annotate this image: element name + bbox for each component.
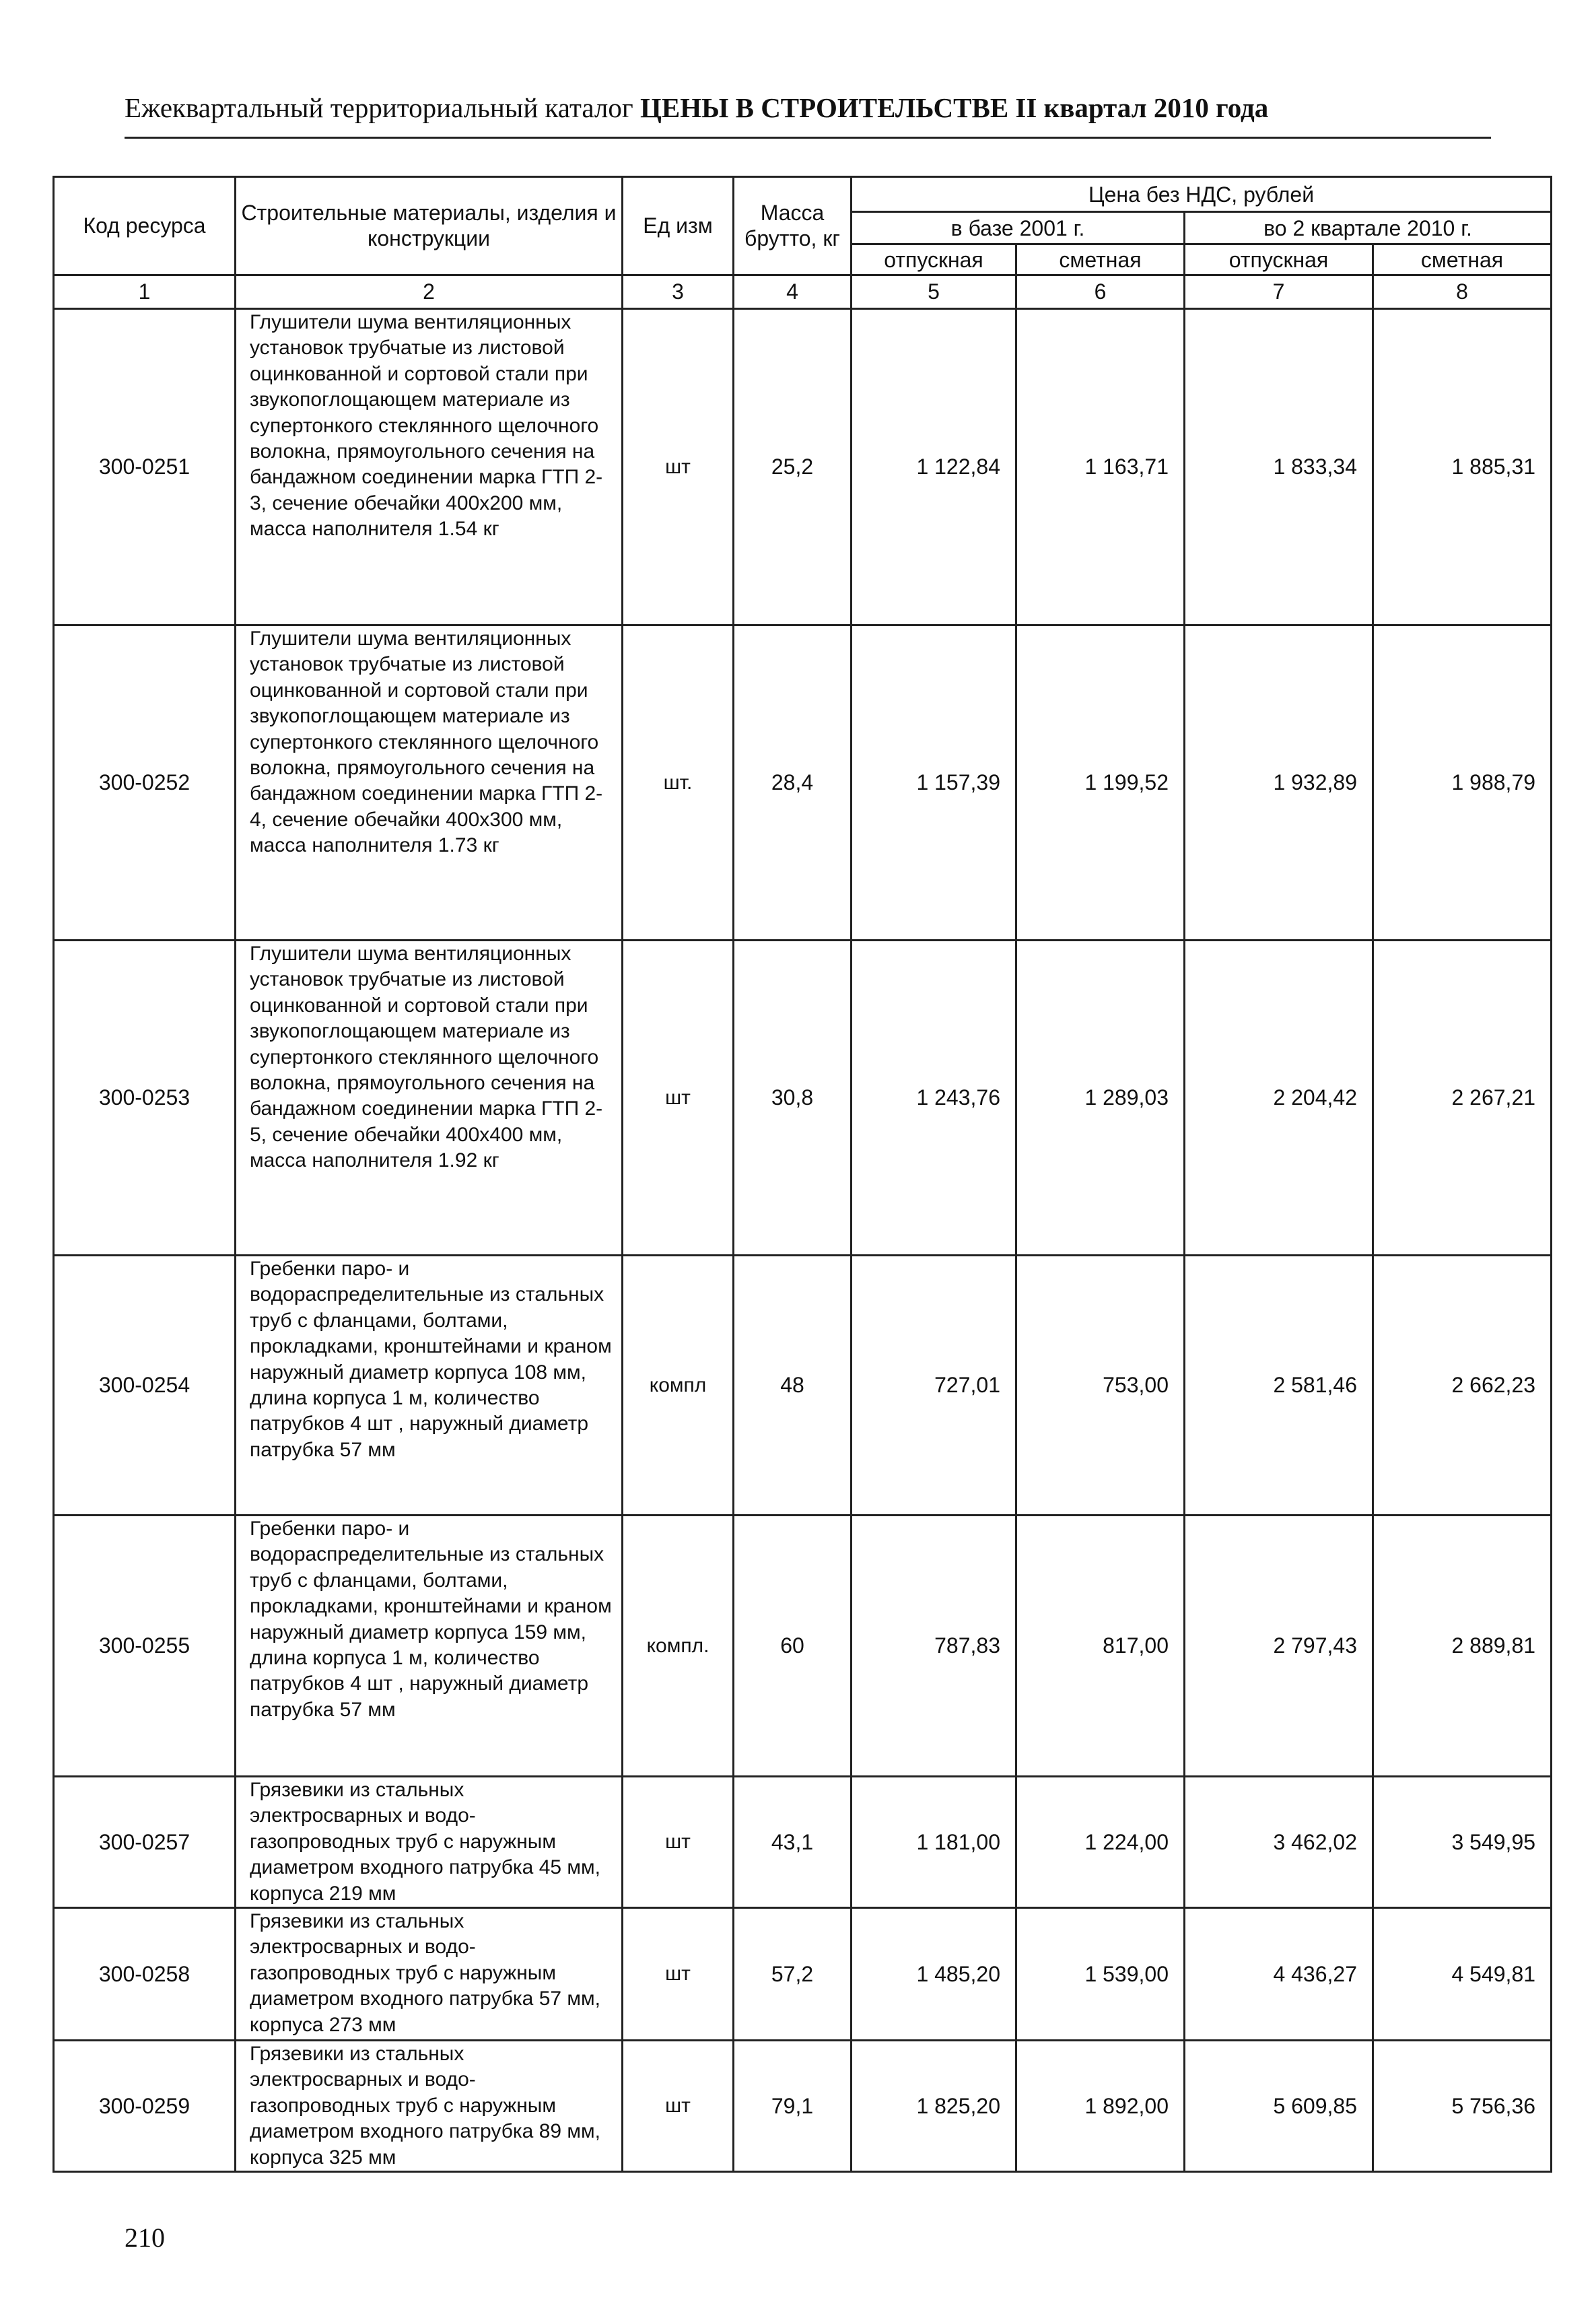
header-current-release: отпускная — [1185, 244, 1373, 275]
resource-code: 300-0252 — [54, 625, 236, 941]
header-title: ЦЕНЫ В СТРОИТЕЛЬСТВЕ — [639, 92, 1009, 123]
resource-mass: 79,1 — [734, 2041, 852, 2172]
resource-name: Грязевики из стальных электросварных и водо-газопроводных труб с наружным диаметром входного патрубка 89 мм, корпуса 325 мм — [236, 2041, 623, 2172]
price-current-release: 3 462,02 — [1185, 1777, 1373, 1908]
price-current-estimate: 2 889,81 — [1373, 1516, 1552, 1777]
resource-code: 300-0255 — [54, 1516, 236, 1777]
price-base-release: 787,83 — [852, 1516, 1016, 1777]
resource-mass: 57,2 — [734, 1908, 852, 2041]
resource-code: 300-0251 — [54, 309, 236, 625]
resource-unit: шт — [623, 941, 734, 1256]
header-period: II квартал 2010 года — [1015, 92, 1269, 123]
price-current-release: 1 932,89 — [1185, 625, 1373, 941]
price-current-estimate: 2 662,23 — [1373, 1256, 1552, 1516]
resource-name: Грязевики из стальных электросварных и водо-газопроводных труб с наружным диаметром входного патрубка 45 мм, корпуса 219 мм — [236, 1777, 623, 1908]
col-number: 3 — [623, 275, 734, 309]
price-base-estimate: 1 224,00 — [1016, 1777, 1185, 1908]
header-prefix: Ежеквартальный территориальный каталог — [125, 92, 633, 123]
price-base-estimate: 1 199,52 — [1016, 625, 1185, 941]
price-base-estimate: 1 892,00 — [1016, 2041, 1185, 2172]
price-current-release: 5 609,85 — [1185, 2041, 1373, 2172]
table-row — [54, 625, 1552, 941]
price-current-estimate: 3 549,95 — [1373, 1777, 1552, 1908]
price-current-release: 4 436,27 — [1185, 1908, 1373, 2041]
header-base-estimate: сметная — [1016, 244, 1185, 275]
resource-code: 300-0253 — [54, 941, 236, 1256]
resource-mass: 60 — [734, 1516, 852, 1777]
price-current-release: 2 204,42 — [1185, 941, 1373, 1256]
price-base-release: 1 825,20 — [852, 2041, 1016, 2172]
table-row — [54, 1256, 1552, 1516]
page-header — [125, 94, 1491, 139]
price-base-release: 1 243,76 — [852, 941, 1016, 1256]
resource-unit: компл — [623, 1256, 734, 1516]
price-current-release: 2 581,46 — [1185, 1256, 1373, 1516]
resource-code: 300-0257 — [54, 1777, 236, 1908]
header-code: Код ресурса — [54, 177, 236, 275]
resource-mass: 48 — [734, 1256, 852, 1516]
price-base-release: 1 181,00 — [852, 1777, 1016, 1908]
header-name: Строительные материалы, изделия и конструкции — [236, 177, 623, 275]
table-row — [54, 1908, 1552, 2041]
resource-unit: шт — [623, 309, 734, 625]
price-current-estimate: 5 756,36 — [1373, 2041, 1552, 2172]
col-number: 7 — [1185, 275, 1373, 309]
header-unit: Ед изм — [623, 177, 734, 275]
resource-mass: 25,2 — [734, 309, 852, 625]
resource-name: Глушители шума вентиляционных установок трубчатые из листовой оцинкованной и сортовой стали при звукопоглощающем материале из супертонкого стеклянного щелочного волокна, прямоугольного сечения на бандажном соединении марка ГТП 2-4, сечение обечайки 400х300 мм, масса наполнителя 1.73 кг — [236, 625, 623, 941]
price-current-estimate: 1 885,31 — [1373, 309, 1552, 625]
price-current-release: 2 797,43 — [1185, 1516, 1373, 1777]
header-current-estimate: сметная — [1373, 244, 1552, 275]
price-base-release: 1 485,20 — [852, 1908, 1016, 2041]
price-current-estimate: 4 549,81 — [1373, 1908, 1552, 2041]
col-number: 5 — [852, 275, 1016, 309]
price-base-estimate: 753,00 — [1016, 1256, 1185, 1516]
table-row — [54, 1516, 1552, 1777]
page-number: 210 — [125, 2222, 165, 2253]
resource-unit: шт — [623, 1777, 734, 1908]
price-current-estimate: 2 267,21 — [1373, 941, 1552, 1256]
col-number: 8 — [1373, 275, 1552, 309]
resource-mass: 43,1 — [734, 1777, 852, 1908]
resource-code: 300-0259 — [54, 2041, 236, 2172]
resource-code: 300-0254 — [54, 1256, 236, 1516]
col-number: 4 — [734, 275, 852, 309]
resource-mass: 28,4 — [734, 625, 852, 941]
header-base-2001: в базе 2001 г. — [852, 212, 1185, 244]
price-base-release: 1 122,84 — [852, 309, 1016, 625]
col-number: 1 — [54, 275, 236, 309]
resource-name: Глушители шума вентиляционных установок трубчатые из листовой оцинкованной и сортовой стали при звукопоглощающем материале из супертонкого стеклянного щелочного волокна, прямоугольного сечения на бандажном соединении марка ГТП 2-3, сечение обечайки 400х200 мм, масса наполнителя 1.54 кг — [236, 309, 623, 625]
resource-unit: шт — [623, 2041, 734, 2172]
resource-name: Глушители шума вентиляционных установок трубчатые из листовой оцинкованной и сортовой стали при звукопоглощающем материале из супертонкого стеклянного щелочного волокна, прямоугольного сечения на бандажном соединении марка ГТП 2-5, сечение обечайки 400х400 мм, масса наполнителя 1.92 кг — [236, 941, 623, 1256]
price-base-release: 727,01 — [852, 1256, 1016, 1516]
header-mass: Масса брутто, кг — [734, 177, 852, 275]
resource-code: 300-0258 — [54, 1908, 236, 2041]
table-row — [54, 309, 1552, 625]
price-base-estimate: 1 289,03 — [1016, 941, 1185, 1256]
header-price-group: Цена без НДС, рублей — [852, 177, 1552, 212]
resource-name: Гребенки паро- и водораспределительные из стальных труб с фланцами, болтами, прокладками, кронштейнами и краном наружный диаметр корпуса 108 мм, длина корпуса 1 м, количество патрубков 4 шт , наружный диаметр патрубка 57 мм — [236, 1256, 623, 1516]
resource-unit: компл. — [623, 1516, 734, 1777]
header-base-release: отпускная — [852, 244, 1016, 275]
price-current-release: 1 833,34 — [1185, 309, 1373, 625]
price-current-estimate: 1 988,79 — [1373, 625, 1552, 941]
header-current-2010: во 2 квартале 2010 г. — [1185, 212, 1552, 244]
col-number: 2 — [236, 275, 623, 309]
table-row — [54, 941, 1552, 1256]
col-number: 6 — [1016, 275, 1185, 309]
resource-mass: 30,8 — [734, 941, 852, 1256]
price-base-estimate: 1 539,00 — [1016, 1908, 1185, 2041]
resource-unit: шт. — [623, 625, 734, 941]
resource-name: Гребенки паро- и водораспределительные из стальных труб с фланцами, болтами, прокладками, кронштейнами и краном наружный диаметр корпуса 159 мм, длина корпуса 1 м, количество патрубков 4 шт , наружный диаметр патрубка 57 мм — [236, 1516, 623, 1777]
table-row — [54, 1777, 1552, 1908]
price-base-release: 1 157,39 — [852, 625, 1016, 941]
price-table — [53, 176, 1552, 2173]
table-row — [54, 2041, 1552, 2172]
column-number-row — [54, 275, 1552, 309]
resource-name: Грязевики из стальных электросварных и водо-газопроводных труб с наружным диаметром входного патрубка 57 мм, корпуса 273 мм — [236, 1908, 623, 2041]
price-base-estimate: 817,00 — [1016, 1516, 1185, 1777]
resource-unit: шт — [623, 1908, 734, 2041]
price-base-estimate: 1 163,71 — [1016, 309, 1185, 625]
